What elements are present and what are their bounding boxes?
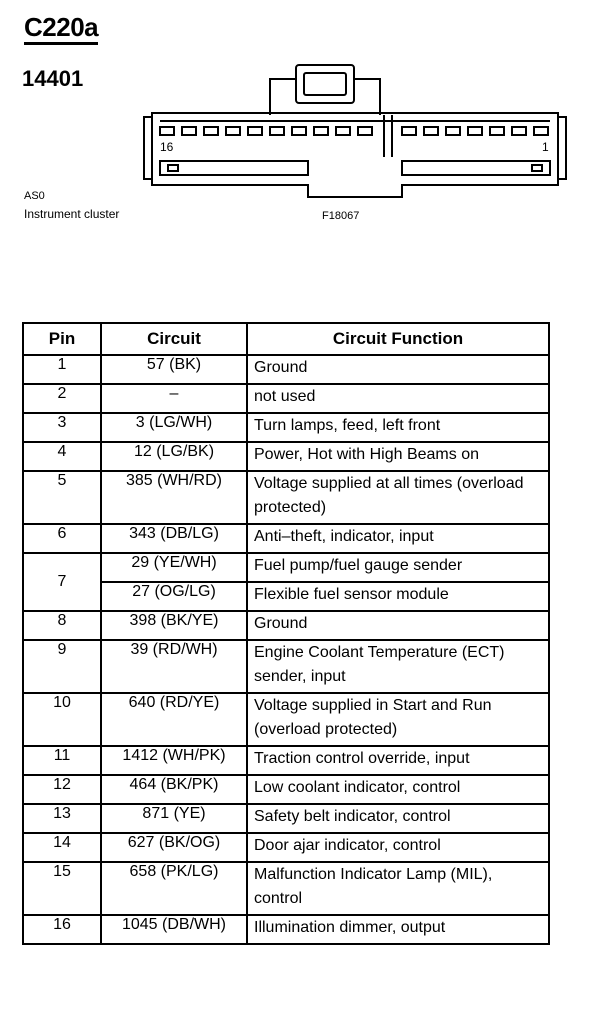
function-cell: Anti–theft, indicator, input	[247, 524, 549, 553]
component-description: Instrument cluster	[24, 207, 120, 221]
circuit-cell: 343 (DB/LG)	[101, 524, 247, 553]
circuit-cell: 12 (LG/BK)	[101, 442, 247, 471]
pin-1-label: 1	[542, 140, 549, 154]
pin-cell: 10	[23, 693, 101, 746]
pin-cell: 12	[23, 775, 101, 804]
function-cell: Turn lamps, feed, left front	[247, 413, 549, 442]
function-cell: Ground	[247, 611, 549, 640]
circuit-cell: 1045 (DB/WH)	[101, 915, 247, 944]
circuit-cell: 871 (YE)	[101, 804, 247, 833]
table-row	[23, 582, 549, 611]
circuit-cell: 3 (LG/WH)	[101, 413, 247, 442]
function-cell: Traction control override, input	[247, 746, 549, 775]
circuit-cell: 39 (RD/WH)	[101, 640, 247, 693]
header-pin: Pin	[23, 323, 101, 355]
table-row	[23, 553, 549, 582]
connector-diagram	[140, 55, 570, 205]
circuit-cell: 627 (BK/OG)	[101, 833, 247, 862]
function-cell: Illumination dimmer, output	[247, 915, 549, 944]
circuit-cell: 658 (PK/LG)	[101, 862, 247, 915]
table-row	[23, 611, 549, 640]
function-cell: Malfunction Indicator Lamp (MIL), control	[247, 862, 549, 915]
pin-cell: 1	[23, 355, 101, 384]
pin-16-label: 16	[160, 140, 174, 154]
function-cell: Door ajar indicator, control	[247, 833, 549, 862]
pin-cell: 2	[23, 384, 101, 413]
function-cell: Voltage supplied in Start and Run (overload protected)	[247, 693, 549, 746]
table-row	[23, 775, 549, 804]
table-row	[23, 442, 549, 471]
table-row	[23, 471, 549, 524]
header-circuit: Circuit	[101, 323, 247, 355]
table-row	[23, 833, 549, 862]
function-cell: Flexible fuel sensor module	[247, 582, 549, 611]
pinout-table	[22, 322, 550, 945]
circuit-cell: –	[101, 384, 247, 413]
table-row	[23, 524, 549, 553]
circuit-cell: 29 (YE/WH)	[101, 553, 247, 582]
pin-cell: 8	[23, 611, 101, 640]
function-cell: Low coolant indicator, control	[247, 775, 549, 804]
table-row	[23, 355, 549, 384]
circuit-cell: 385 (WH/RD)	[101, 471, 247, 524]
pin-cell: 7	[23, 553, 101, 611]
function-cell: Engine Coolant Temperature (ECT) sender, input	[247, 640, 549, 693]
pin-cell: 11	[23, 746, 101, 775]
circuit-cell: 398 (BK/YE)	[101, 611, 247, 640]
pin-cell: 6	[23, 524, 101, 553]
circuit-cell: 640 (RD/YE)	[101, 693, 247, 746]
table-row	[23, 413, 549, 442]
table-row	[23, 915, 549, 944]
table-row	[23, 640, 549, 693]
circuit-cell: 464 (BK/PK)	[101, 775, 247, 804]
function-cell: Fuel pump/fuel gauge sender	[247, 553, 549, 582]
function-cell: not used	[247, 384, 549, 413]
connector-title: C220a	[24, 12, 98, 45]
pin-cell: 3	[23, 413, 101, 442]
function-cell: Ground	[247, 355, 549, 384]
circuit-cell: 57 (BK)	[101, 355, 247, 384]
figure-id: F18067	[322, 210, 360, 222]
table-row	[23, 746, 549, 775]
function-cell: Safety belt indicator, control	[247, 804, 549, 833]
table-row	[23, 384, 549, 413]
pin-cell: 5	[23, 471, 101, 524]
pin-cell: 16	[23, 915, 101, 944]
header-function: Circuit Function	[247, 323, 549, 355]
model-code: AS0	[24, 190, 45, 202]
pin-cell: 9	[23, 640, 101, 693]
table-row	[23, 804, 549, 833]
table-row	[23, 693, 549, 746]
pin-cell: 13	[23, 804, 101, 833]
part-number: 14401	[22, 66, 84, 91]
function-cell: Power, Hot with High Beams on	[247, 442, 549, 471]
table-row	[23, 862, 549, 915]
circuit-cell: 1412 (WH/PK)	[101, 746, 247, 775]
pin-cell: 14	[23, 833, 101, 862]
circuit-cell: 27 (OG/LG)	[101, 582, 247, 611]
function-cell: Voltage supplied at all times (overload protected)	[247, 471, 549, 524]
pin-cell: 15	[23, 862, 101, 915]
pin-cell: 4	[23, 442, 101, 471]
